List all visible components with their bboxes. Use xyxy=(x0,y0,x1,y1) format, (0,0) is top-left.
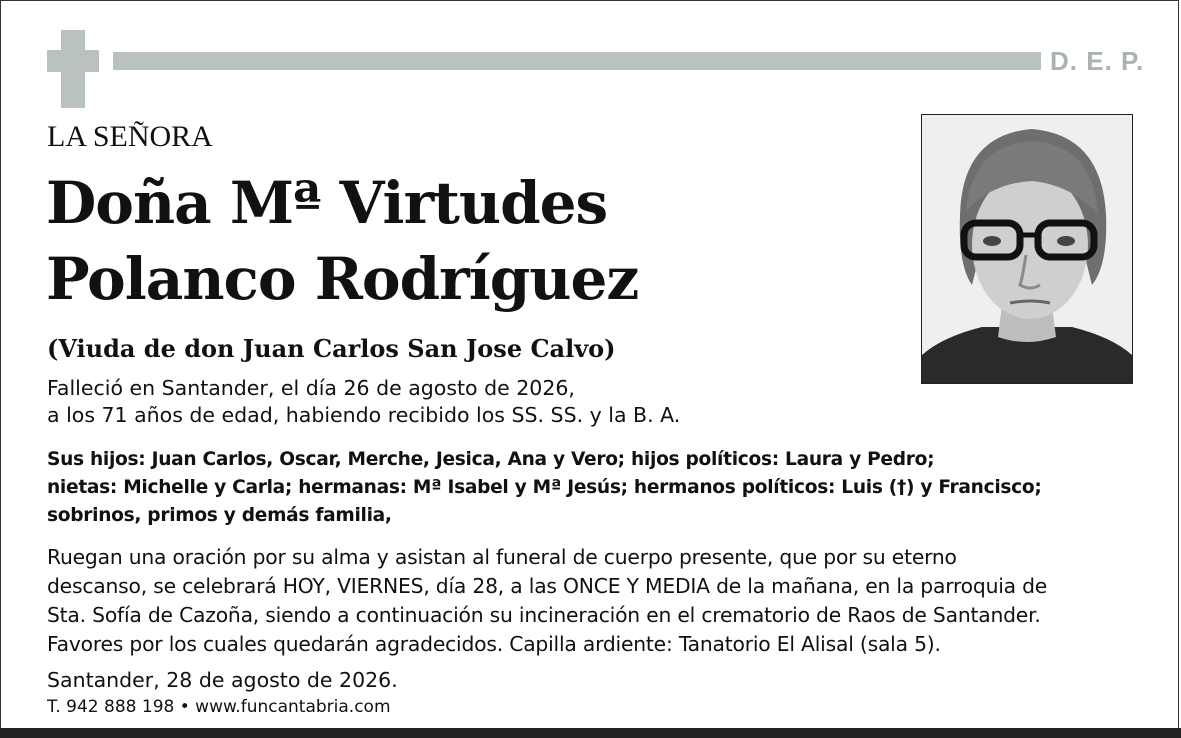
funeral-line: descanso, se celebrará HOY, VIERNES, día 28, a las ONCE Y MEDIA de la mañana, en la parroquia de xyxy=(47,574,1048,598)
dep-label: D. E. P. xyxy=(1050,46,1145,76)
portrait-image xyxy=(922,115,1132,383)
death-notice-line: Falleció en Santander, el día 26 de agosto de 2026, xyxy=(47,376,575,400)
contact-info: T. 942 888 198 • www.funcantabria.com xyxy=(47,697,391,717)
family-line: sobrinos, primos y demás familia, xyxy=(47,505,392,526)
death-notice xyxy=(47,375,907,429)
funeral-line: Ruegan una oración por su alma y asistan al funeral de cuerpo presente, que por su eterno xyxy=(47,545,957,569)
intro-label: LA SEÑORA xyxy=(47,120,213,153)
family-line: Sus hijos: Juan Carlos, Oscar, Merche, Jesica, Ana y Vero; hijos políticos: Laura y Pedro; xyxy=(47,449,935,470)
name-line-2: Polanco Rodríguez xyxy=(46,245,639,313)
funeral-line: Favores por los cuales quedarán agradecidos. Capilla ardiente: Tanatorio El Alisal (sala 5). xyxy=(47,632,941,656)
closing-date: Santander, 28 de agosto de 2026. xyxy=(47,668,398,692)
funeral-line: Sta. Sofía de Cazoña, siendo a continuación su incineración en el crematorio de Raos de Santander. xyxy=(47,603,1041,627)
header-rule xyxy=(113,52,1041,70)
footer-bar xyxy=(0,728,1181,738)
cross-icon-bar xyxy=(47,50,99,72)
deceased-name xyxy=(46,165,638,317)
death-notice-line: a los 71 años de edad, habiendo recibido los SS. SS. y la B. A. xyxy=(47,403,681,427)
family-paragraph xyxy=(47,446,1147,530)
portrait-photo xyxy=(921,114,1133,384)
name-line-1: Doña Mª Virtudes xyxy=(46,169,608,237)
funeral-paragraph xyxy=(47,543,1157,659)
widow-note: (Viuda de don Juan Carlos San Jose Calvo) xyxy=(47,334,616,363)
family-line: nietas: Michelle y Carla; hermanas: Mª Isabel y Mª Jesús; hermanos políticos: Luis (†) y Francisco; xyxy=(47,477,1042,498)
